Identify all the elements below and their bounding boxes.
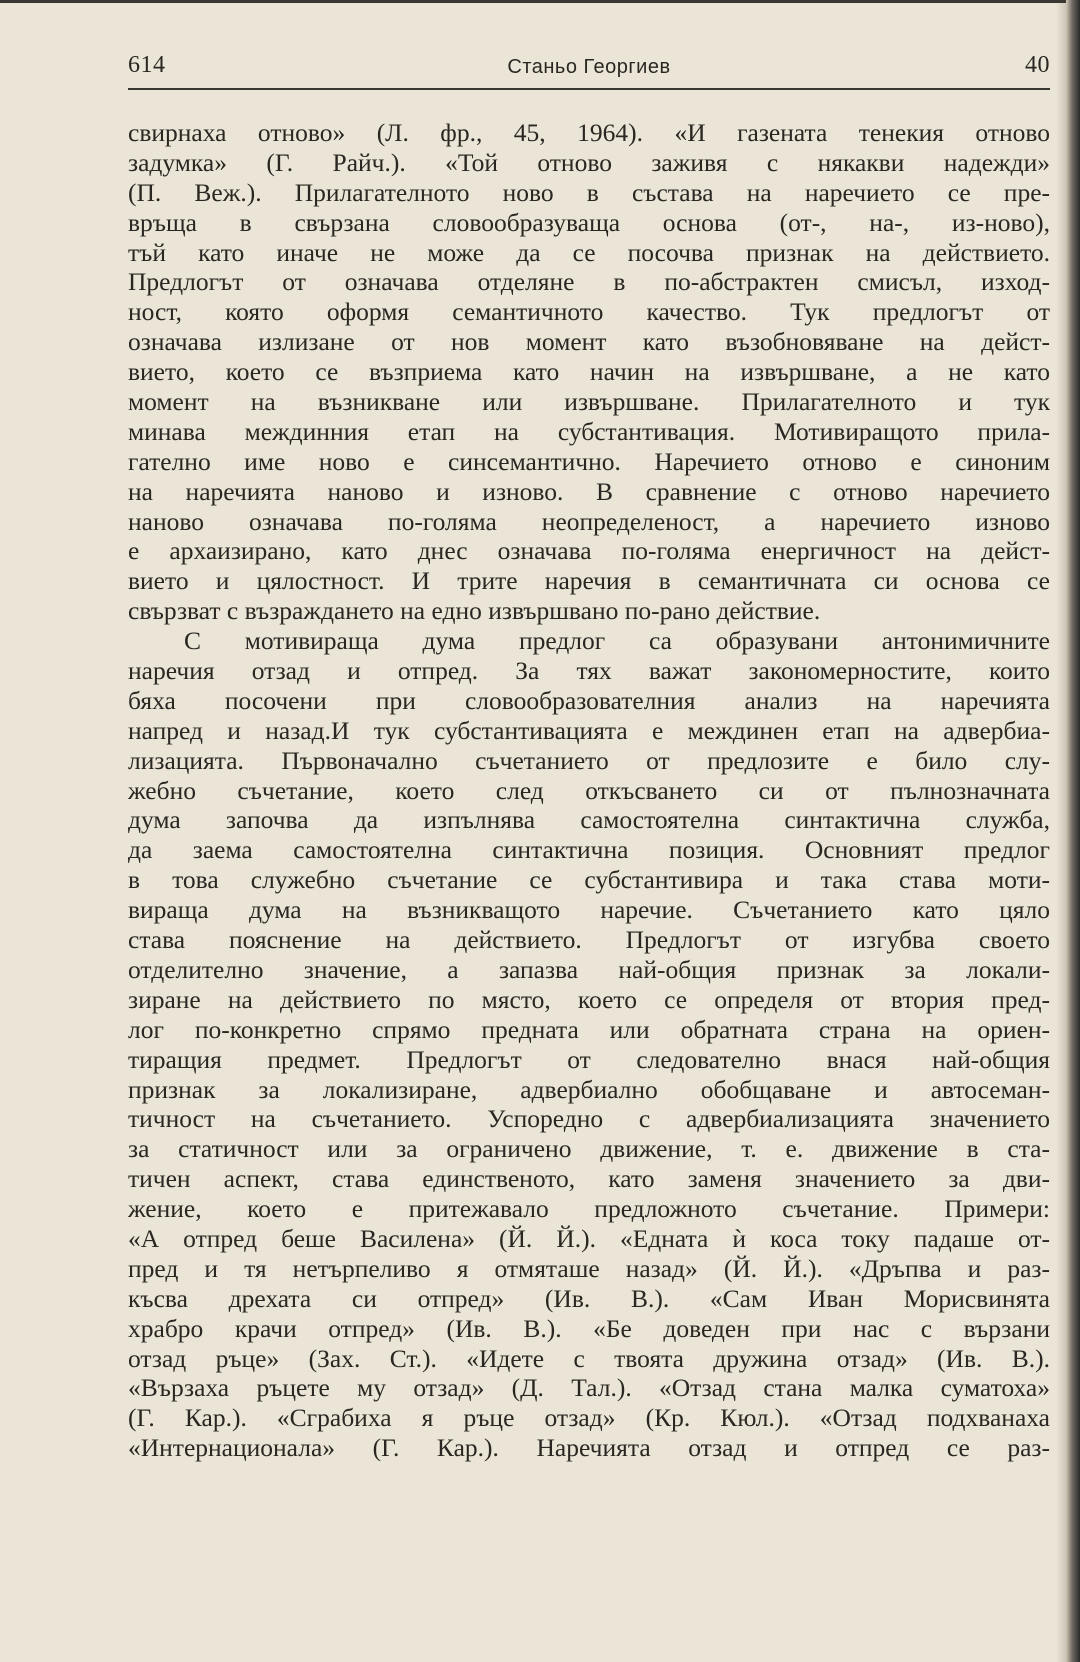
- book-spine-edge: [1066, 0, 1080, 1662]
- text-line: задумка» (Г. Райч.). «Той отново заживя с някакви надежди»: [128, 147, 1050, 177]
- text-line: жебно съчетание, което след откъсването си от пълнозначната: [128, 775, 1050, 805]
- text-line: (Г. Кар.). «Сграбиха я ръце отзад» (Кр. Кюл.). «Отзад подхванаха: [128, 1403, 1050, 1433]
- text-line: означава излизане от нов момент като възобновяване на дейст-: [128, 327, 1050, 357]
- text-line: връща в свързана словообразуваща основа (от-, на-, из-ново),: [128, 207, 1050, 237]
- text-line: С мотивираща дума предлог са образувани антонимичните: [184, 626, 1050, 656]
- text-line: дума започва да изпълнява самостоятелна синтактична служба,: [128, 805, 1050, 835]
- header-rule: [128, 88, 1050, 90]
- text-line: тичност на съчетанието. Успоредно с адвербиализацията значението: [128, 1104, 1050, 1134]
- text-line: жение, което е притежавало предложното съчетание. Примери:: [128, 1194, 1050, 1224]
- text-line: отделително значение, а запазва най-общия признак за локали-: [128, 954, 1050, 984]
- text-line: зиране на действието по място, което се определя от втория пред-: [128, 984, 1050, 1014]
- top-edge-line: [0, 0, 1066, 3]
- running-head: Станьо Георгиев: [507, 56, 671, 78]
- chapter-number: 40: [1025, 52, 1050, 78]
- text-line: «А отпред беше Василена» (Й. Й.). «Едната ѝ коса току падаше от-: [128, 1223, 1050, 1253]
- text-line: момент на възникване или извършване. Прилагателното и тук: [128, 387, 1050, 417]
- text-line: става пояснение на действието. Предлогът от изгубва своето: [128, 925, 1050, 955]
- text-line: бяха посочени при словообразователния анализ на наречията: [128, 685, 1050, 715]
- text-line: наречия отзад и отпред. За тях важат закономерностите, които: [128, 656, 1050, 686]
- text-line: признак за локализиране, адвербиално обобщаване и автосеман-: [128, 1074, 1050, 1104]
- text-line: «Вързаха ръцете му отзад» (Д. Тал.). «Отзад стана малка суматоха»: [128, 1373, 1050, 1403]
- text-line: е архаизирано, като днес означава по-голяма енергичност на дейст-: [128, 536, 1050, 566]
- text-line: минава междинния етап на субстантивация. Мотивиращото прила-: [128, 416, 1050, 446]
- text-line: тъй като иначе не може да се посочва признак на действието.: [128, 237, 1050, 267]
- text-line: наново означава по-голяма неопределеност, а наречието изново: [128, 506, 1050, 536]
- text-line: свирнаха отново» (Л. фр., 45, 1964). «И газената тенекия отново: [128, 118, 1050, 147]
- text-line: вираща дума на възникващото наречие. Съчетанието като цяло: [128, 895, 1050, 925]
- text-line: свързват с възраждането на едно извършвано по-рано действие.: [128, 596, 821, 626]
- text-line: тиращия предмет. Предлогът от следователно внася най-общия: [128, 1044, 1050, 1074]
- page-gutter-shadow: [1056, 0, 1066, 1662]
- text-line: вието, което се възприема като начин на извършване, а не като: [128, 357, 1050, 387]
- text-line: храбро крачи отпред» (Ив. В.). «Бе доведен при нас с вързани: [128, 1313, 1050, 1343]
- text-line: тичен аспект, става единственото, като заменя значението за дви-: [128, 1164, 1050, 1194]
- text-line: вието и цялостност. И трите наречия в семантичната си основа се: [128, 566, 1050, 596]
- text-line: да заема самостоятелна синтактична позиция. Основният предлог: [128, 835, 1050, 865]
- page-header: [128, 52, 1050, 82]
- body-text: [128, 118, 1050, 1463]
- text-line: на наречията наново и изново. В сравнение с отново наречието: [128, 476, 1050, 506]
- text-line: ност, която оформя семантичното качество. Тук предлогът от: [128, 297, 1050, 327]
- text-line: Предлогът от означава отделяне в по-абстрактен смисъл, изход-: [128, 267, 1050, 297]
- text-line: лизацията. Първоначално съчетанието от предлозите е било слу-: [128, 745, 1050, 775]
- text-line: за статичност или за ограничено движение, т. е. движение в ста-: [128, 1134, 1050, 1164]
- text-line: отзад ръце» (Зах. Ст.). «Идете с твоята дружина отзад» (Ив. В.).: [128, 1343, 1050, 1373]
- text-line: лог по-конкретно спрямо предната или обратната страна на ориен-: [128, 1014, 1050, 1044]
- text-line: (П. Веж.). Прилагателното ново в състава на наречието се пре-: [128, 177, 1050, 207]
- text-line: късва дрехата си отпред» (Ив. В.). «Сам Иван Морисвинята: [128, 1283, 1050, 1313]
- text-line: напред и назад.И тук субстантивацията е междинен етап на адвербиа-: [128, 715, 1050, 745]
- text-line: в това служебно съчетание се субстантивира и така става моти-: [128, 865, 1050, 895]
- text-line: «Интернационала» (Г. Кар.). Наречията отзад и отпред се раз-: [128, 1433, 1050, 1463]
- text-line: пред и тя нетърпеливо я отмяташе назад» (Й. Й.). «Дръпва и раз-: [128, 1253, 1050, 1283]
- page-number: 614: [128, 52, 166, 78]
- text-line: гателно име ново е синсемантично. Наречието отново е синоним: [128, 446, 1050, 476]
